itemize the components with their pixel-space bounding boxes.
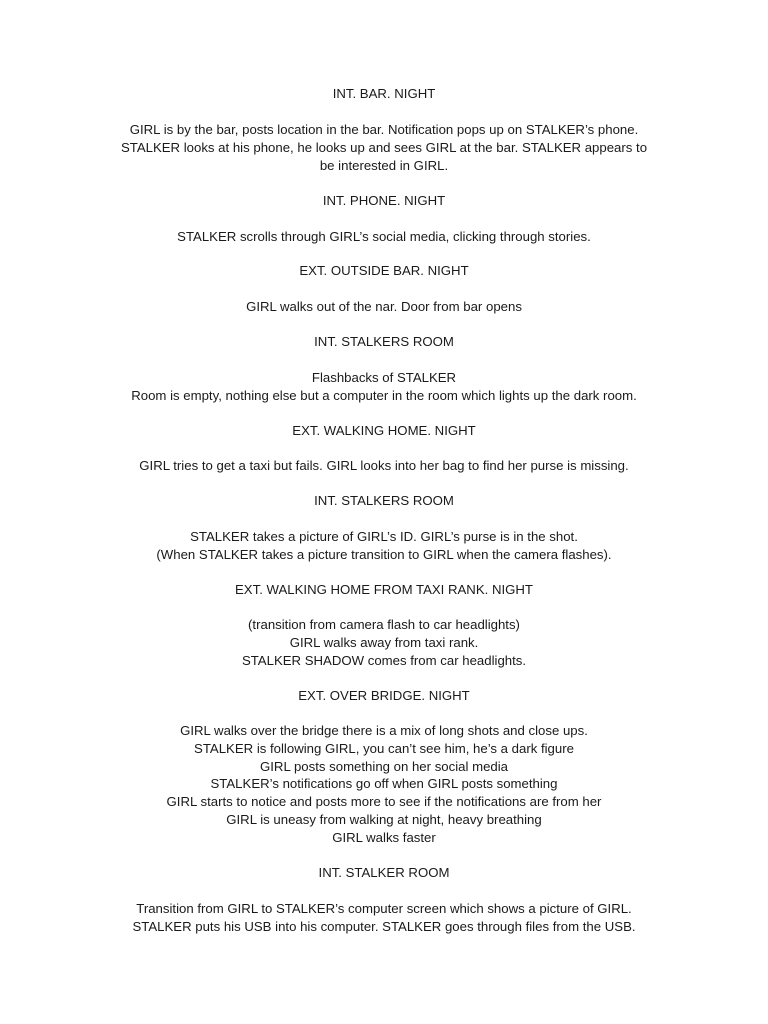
action-line: STALKER puts his USB into his computer. STALKER goes through files from the USB. bbox=[132, 919, 636, 934]
scene-heading: EXT. OUTSIDE BAR. NIGHT bbox=[299, 263, 469, 278]
action-line: GIRL walks faster bbox=[332, 830, 436, 845]
action-line: GIRL walks over the bridge there is a mix of long shots and close ups. bbox=[180, 723, 588, 738]
action-line: GIRL is uneasy from walking at night, heavy breathing bbox=[226, 812, 542, 827]
scene-heading: INT. STALKERS ROOM bbox=[314, 493, 454, 508]
action-line: Flashbacks of STALKER bbox=[311, 370, 457, 385]
action-line: (transition from camera flash to car headlights) bbox=[248, 617, 520, 632]
action-line: GIRL walks out of the nar. Door from bar opens bbox=[246, 299, 522, 314]
scene-heading: INT. STALKER ROOM bbox=[318, 865, 450, 880]
action-line: GIRL is by the bar, posts location in the bar. Notification pops up on STALKER’s phone. bbox=[129, 122, 639, 137]
scene-heading: EXT. OVER BRIDGE. NIGHT bbox=[298, 688, 470, 703]
action-line: STALKER SHADOW comes from car headlights. bbox=[241, 653, 527, 668]
action-line: STALKER scrolls through GIRL’s social media, clicking through stories. bbox=[177, 229, 591, 244]
scene-heading: EXT. WALKING HOME. NIGHT bbox=[292, 423, 476, 438]
action-line: STALKER looks at his phone, he looks up and sees GIRL at the bar. STALKER appears to bbox=[120, 140, 648, 155]
action-line: be interested in GIRL. bbox=[319, 158, 449, 173]
action-line: GIRL starts to notice and posts more to see if the notifications are from her bbox=[166, 794, 602, 809]
action-line: (When STALKER takes a picture transition to GIRL when the camera flashes). bbox=[156, 547, 612, 562]
scene-heading: INT. STALKERS ROOM bbox=[314, 334, 454, 349]
action-line: GIRL posts something on her social media bbox=[260, 759, 508, 774]
scene-heading: INT. BAR. NIGHT bbox=[332, 86, 436, 101]
action-line: STALKER’s notifications go off when GIRL posts something bbox=[210, 776, 558, 791]
scene-heading: EXT. WALKING HOME FROM TAXI RANK. NIGHT bbox=[235, 582, 533, 597]
action-line: Room is empty, nothing else but a computer in the room which lights up the dark room. bbox=[131, 388, 637, 403]
action-line: Transition from GIRL to STALKER’s computer screen which shows a picture of GIRL. bbox=[136, 901, 632, 916]
action-line: STALKER takes a picture of GIRL’s ID. GIRL’s purse is in the shot. bbox=[190, 529, 578, 544]
action-line: GIRL tries to get a taxi but fails. GIRL looks into her bag to find her purse is missing. bbox=[139, 458, 629, 473]
action-line: GIRL walks away from taxi rank. bbox=[289, 635, 479, 650]
action-line: STALKER is following GIRL, you can’t see him, he’s a dark figure bbox=[194, 741, 574, 756]
scene-heading: INT. PHONE. NIGHT bbox=[322, 193, 446, 208]
